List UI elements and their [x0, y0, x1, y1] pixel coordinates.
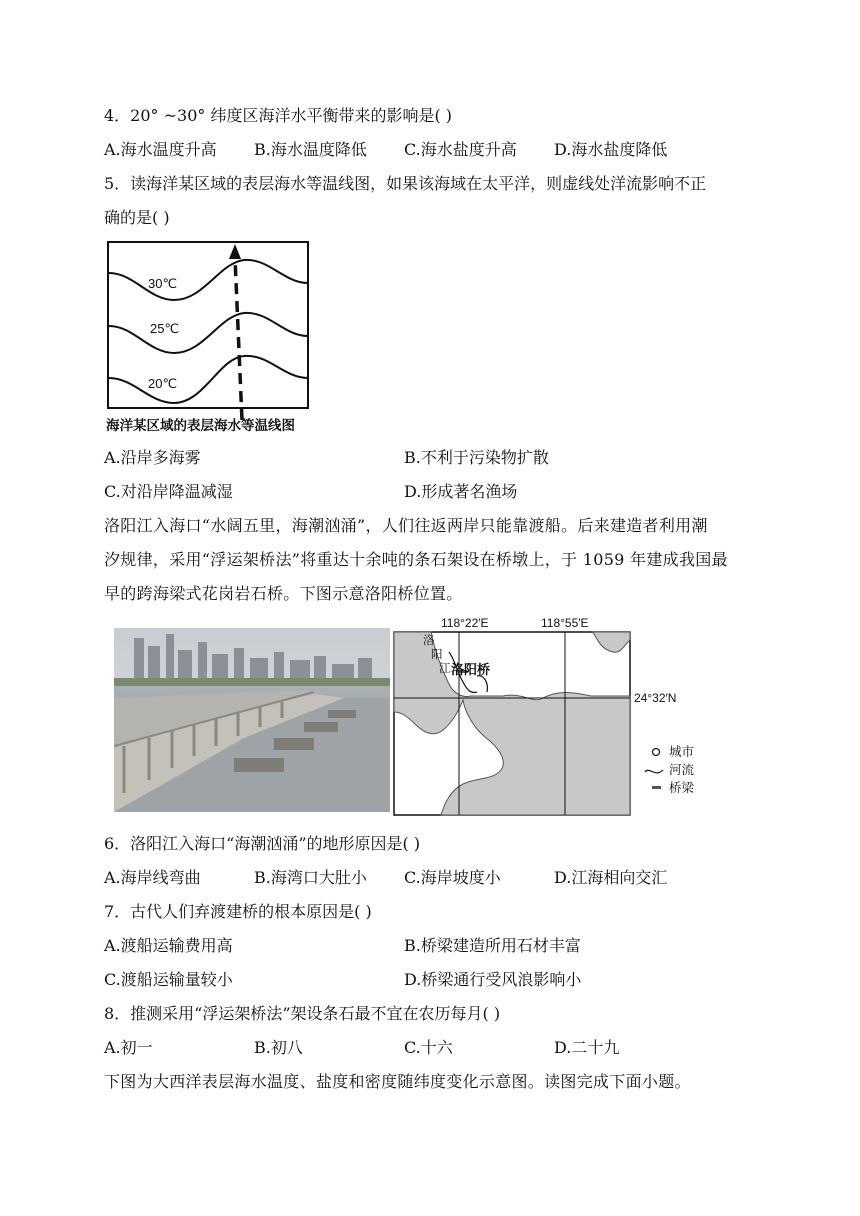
passage1-line2: 汐规律，采用“浮运架桥法”将重达十余吨的条石架设在桥墩上，于 1059 年建成我国最: [104, 550, 728, 569]
legend-city-icon: [653, 749, 660, 756]
isotherm-figure: [104, 238, 314, 438]
isotherm-label-20: 20℃: [148, 376, 178, 391]
river-label-1: 洛: [423, 635, 435, 647]
q6-option-b: B.海湾口大肚小: [254, 868, 367, 887]
q7-option-b: B.桥梁建造所用石材丰富: [404, 936, 581, 955]
location-map: [393, 612, 713, 818]
q8-option-a: A.初一: [104, 1038, 153, 1057]
q8-option-d: D.二十九: [554, 1038, 620, 1057]
q5-stem-line1: 5．读海洋某区域的表层海水等温线图，如果该海域在太平洋，则虚线处洋流影响不正: [104, 174, 707, 193]
q8-option-c: C.十六: [404, 1038, 453, 1057]
q6-stem: 6．洛阳江入海口“海潮汹涌”的地形原因是( ): [104, 834, 421, 853]
q8-stem: 8．推测采用“浮运架桥法”架设条石最不宜在农历每月( ): [104, 1004, 501, 1023]
q6-option-c: C.海岸坡度小: [404, 868, 501, 887]
q5-option-a: A.沿岸多海雾: [104, 448, 201, 467]
q4-option-c: C.海水盐度升高: [404, 140, 517, 159]
passage1-line3: 早的跨海梁式花岗岩石桥。下图示意洛阳桥位置。: [104, 584, 463, 603]
q5-option-b: B.不利于污染物扩散: [404, 448, 549, 467]
q4-option-b: B.海水温度降低: [254, 140, 367, 159]
river-label-3: 江: [439, 663, 451, 675]
q7-stem: 7．古代人们弃渡建桥的根本原因是( ): [104, 902, 372, 921]
q6-option-d: D.江海相向交汇: [554, 868, 668, 887]
river-label-2: 阳: [431, 649, 443, 661]
q4-option-d: D.海水盐度降低: [554, 140, 668, 159]
isotherm-label-25: 25℃: [150, 321, 180, 336]
q8-option-b: B.初八: [254, 1038, 303, 1057]
longitude-label-1: 118°22′E: [441, 616, 489, 630]
legend-city-label: 城市: [669, 745, 695, 759]
legend-river-label: 河流: [669, 763, 695, 777]
passage1-line1: 洛阳江入海口“水阔五里，海潮汹涌”，人们往返两岸只能靠渡船。后来建造者利用潮: [104, 516, 708, 535]
q6-option-a: A.海岸线弯曲: [104, 868, 201, 887]
legend-river-icon: [645, 770, 663, 773]
bridge-label: 洛阳桥: [451, 662, 491, 677]
bridge-photo: [114, 628, 390, 812]
legend-bridge-label: 桥梁: [669, 781, 695, 795]
q7-option-d: D.桥梁通行受风浪影响小: [404, 970, 582, 989]
q7-option-a: A.渡船运输费用高: [104, 936, 233, 955]
q5-option-c: C.对沿岸降温减湿: [104, 482, 233, 501]
q7-option-c: C.渡船运输量较小: [104, 970, 233, 989]
q4-option-a: A.海水温度升高: [104, 140, 217, 159]
q5-option-d: D.形成著名渔场: [404, 482, 518, 501]
passage2-text: 下图为大西洋表层海水温度、盐度和密度随纬度变化示意图。读图完成下面小题。: [104, 1072, 691, 1091]
q5-stem-line2: 确的是( ): [104, 208, 170, 227]
q4-stem: 4．20° ~30° 纬度区海洋水平衡带来的影响是( ): [104, 106, 453, 125]
isotherm-label-30: 30℃: [148, 276, 178, 291]
latitude-label: 24°32′N: [634, 691, 677, 705]
legend-bridge-icon: [652, 786, 661, 789]
longitude-label-2: 118°55′E: [541, 616, 589, 630]
isotherm-figure-caption: 海洋某区域的表层海水等温线图: [106, 418, 295, 433]
